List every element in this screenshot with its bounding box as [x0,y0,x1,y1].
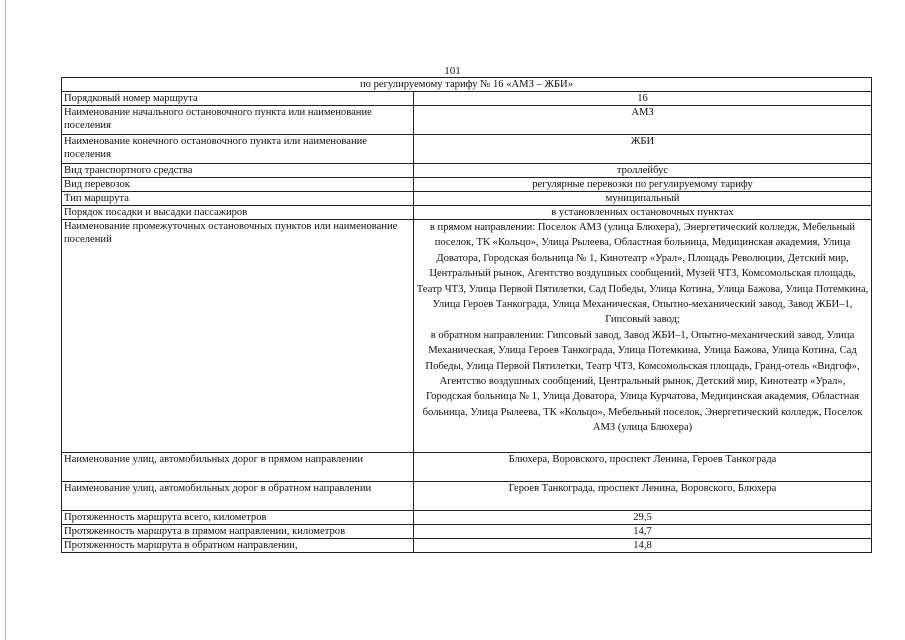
row-value-intermediate-stops [414,220,872,453]
table-row [62,482,872,511]
row-value-length-forward: 14,7 [414,525,872,539]
table-row [62,453,872,482]
row-value-route-type: муниципальный [414,192,872,206]
row-label-vehicle-type: Вид транспортного средства [62,164,414,178]
row-value-route-number: 16 [414,92,872,106]
row-label-streets-forward: Наименование улиц, автомобильных дорог в прямом направлении [62,453,414,482]
row-label-start-stop: Наименование начального остановочного пункта или наименование поселения [62,106,414,135]
table-row [62,220,872,453]
table-row [62,106,872,135]
row-label-length-forward: Протяженность маршрута в прямом направлении, километров [62,525,414,539]
table-caption: по регулируемому тарифу № 16 «АМЗ – ЖБИ» [62,78,872,92]
row-value-start-stop: АМЗ [414,106,872,135]
stops-forward-text: в прямом направлении: Поселок АМЗ (улица Блюхера), Энергетический колледж, Мебельный поселок, ТК «Кольцо», Улица Рылеева, Областная больница, Медицинская академия, Улица Доватора, Городская больница № 1, Кинотеатр «Урал», Площадь Революции, Детский мир, Центральный рынок, Агентство воздушных сообщений, Музей ЧТЗ, Комсомольская площадь, Театр ЧТЗ, Улица Первой Пятилетки, Сад Победы, Улица Котина, Улица Бажова, Улица Потемкина, Улица Героев Танкограда, Улица Механическая, Опытно-механический завод, Завод ЖБИ–1, Гипсовый завод; [416,222,869,326]
table-row [62,92,872,106]
table-row [62,164,872,178]
row-label-transport-kind: Вид перевозок [62,178,414,192]
row-value-streets-backward: Героев Танкограда, проспект Ленина, Воровского, Блюхера [414,482,872,511]
row-label-route-number: Порядковый номер маршрута [62,92,414,106]
table-row [62,525,872,539]
row-value-end-stop: ЖБИ [414,135,872,164]
table-row [62,135,872,164]
row-label-length-total: Протяженность маршрута всего, километров [62,511,414,525]
row-label-streets-backward: Наименование улиц, автомобильных дорог в обратном направлении [62,482,414,511]
row-value-streets-forward: Блюхера, Воровского, проспект Ленина, Героев Танкограда [414,453,872,482]
row-label-length-backward: Протяженность маршрута в обратном направлении, [62,539,414,553]
table-row [62,206,872,220]
row-value-transport-kind: регулярные перевозки по регулируемому тарифу [414,178,872,192]
row-label-boarding-order: Порядок посадки и высадки пассажиров [62,206,414,220]
row-label-end-stop: Наименование конечного остановочного пункта или наименование поселения [62,135,414,164]
table-row [62,192,872,206]
table-row [62,178,872,192]
row-label-route-type: Тип маршрута [62,192,414,206]
row-value-vehicle-type: троллейбус [414,164,872,178]
row-value-boarding-order: в установленных остановочных пунктах [414,206,872,220]
page-number: 101 [444,65,461,77]
table-row [62,511,872,525]
table-row [62,539,872,553]
row-label-intermediate-stops: Наименование промежуточных остановочных пунктов или наименование поселений [62,220,414,453]
route-passport-table [61,77,872,553]
row-value-length-backward: 14,8 [414,539,872,553]
row-value-length-total: 29,5 [414,511,872,525]
stops-backward-text: в обратном направлении: Гипсовый завод, Завод ЖБИ–1, Опытно-механический завод, Улица Механическая, Улица Героев Танкограда, Улица Потемкина, Улица Бажова, Улица Котина, Сад Победы, Улица Первой Пятилетки, Театр ЧТЗ, Комсомольская площадь, Гранд-отель «Видгоф», Агентство воздушных сообщений, Центральный рынок, Детский мир, Кинотеатр «Урал», Городская больница № 1, Улица Доватора, Улица Курчатова, Медицинская академия, Областная больница, Улица Рылеева, ТК «Кольцо», Мебельный поселок, Энергетический колледж, Поселок АМЗ (улица Блюхера) [422,329,863,434]
scan-edge-line [5,0,6,640]
